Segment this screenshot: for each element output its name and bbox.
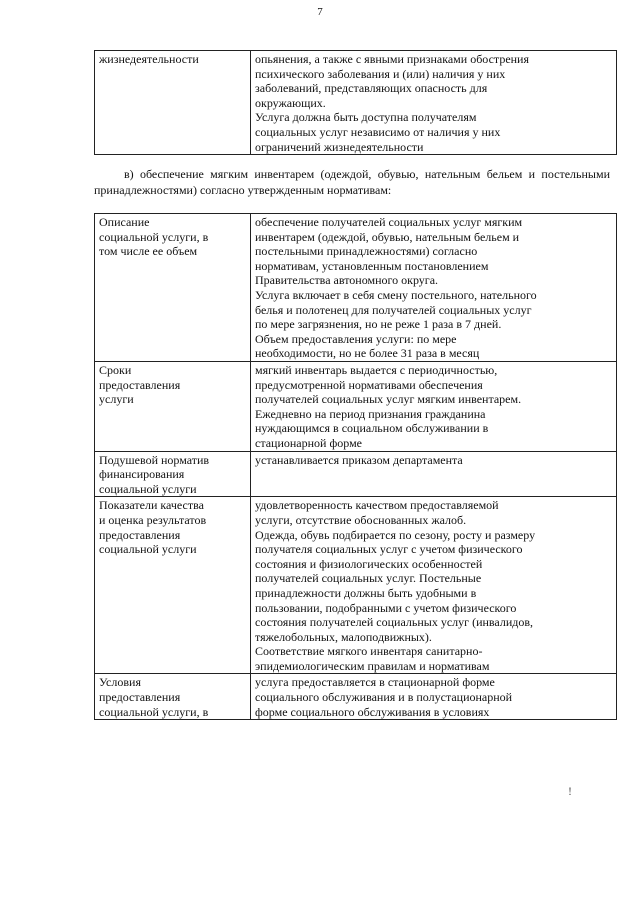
table-row xyxy=(95,214,617,362)
table-row xyxy=(95,51,617,155)
row-label-cell: Условия предоставления социальной услуги, в xyxy=(95,674,251,720)
section-heading-paragraph: в) обеспечение мягким инвентарем (одеждой, обувью, нательным бельем и постельными принадлежностями) согласно утвержденным нормативам: xyxy=(94,167,610,197)
row-value-cell: опьянения, а также с явными признаками обострения психического заболевания и (или) наличия у них заболеваний, представляющих опасность для окружающих. Услуга должна быть доступна получателям социальных услуг независимо от наличия у них ограничений жизнедеятельности xyxy=(251,51,617,155)
row-value-cell: обеспечение получателей социальных услуг мягким инвентарем (одеждой, обувью, нательным бельем и постельными принадлежностями) согласно нормативам, установленным постановлением Правительства автономного округа. Услуга включает в себя смену постельного, нательного белья и полотенец для получателей социальных услуг по мере загрязнения, но не реже 1 раза в 7 дней. Объем предоставления услуги: по мере необходимости, но не более 31 раза в месяц xyxy=(251,214,617,362)
service-table xyxy=(94,213,617,720)
page-number: 7 xyxy=(317,6,323,18)
margin-mark: ! xyxy=(568,784,572,798)
row-label-cell: Сроки предоставления услуги xyxy=(95,362,251,452)
row-label-cell: Описание социальной услуги, в том числе ее объем xyxy=(95,214,251,362)
row-value-cell: удовлетворенность качеством предоставляемой услуги, отсутствие обоснованных жалоб. Одежда, обувь подбирается по сезону, росту и размеру получателя социальных услуг с учетом физического состояния и физиологических особенностей получателей социальных услуг. Постельные принадлежности должны быть удобными в пользовании, подобранными с учетом физического состояния получателей социальных услуг (инвалидов, тяжелобольных, малоподвижных). Соответствие мягкого инвентаря санитарно- эпидемиологическим правилам и нормативам xyxy=(251,497,617,674)
row-label-cell: жизнедеятельности xyxy=(95,51,251,155)
row-label-cell: Подушевой норматив финансирования социальной услуги xyxy=(95,451,251,497)
table-row xyxy=(95,451,617,497)
table-row xyxy=(95,497,617,674)
table-row xyxy=(95,362,617,452)
row-label-cell: Показатели качества и оценка результатов предоставления социальной услуги xyxy=(95,497,251,674)
row-value-cell: услуга предоставляется в стационарной форме социального обслуживания и в полустационарной форме социального обслуживания в условиях xyxy=(251,674,617,720)
continued-table xyxy=(94,50,617,155)
row-value-cell: мягкий инвентарь выдается с периодичностью, предусмотренной нормативами обеспечения получателей социальных услуг мягким инвентарем. Ежедневно на период признания гражданина нуждающимся в социальном обслуживании в стационарной форме xyxy=(251,362,617,452)
row-value-cell: устанавливается приказом департамента xyxy=(251,451,617,497)
table-row xyxy=(95,674,617,720)
